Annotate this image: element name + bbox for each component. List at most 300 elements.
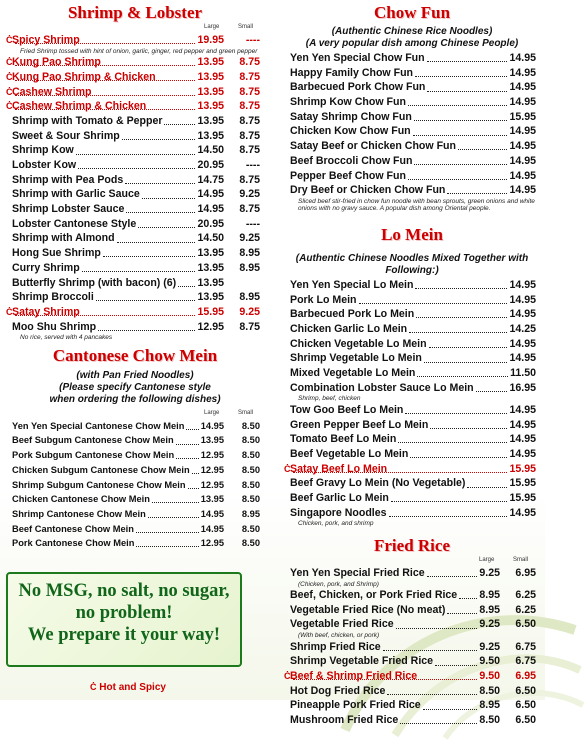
dot-leader (398, 442, 507, 443)
pepper-icon: Ċ (6, 71, 13, 82)
price-large: 13.95 (197, 261, 224, 274)
price-small: 8.75 (239, 70, 260, 83)
price-small: 6.50 (515, 618, 536, 631)
large-label: Large (204, 409, 220, 416)
item-name: Satay Beef Lo Mein (290, 462, 388, 475)
dot-leader (430, 428, 507, 429)
menu-item (284, 684, 540, 699)
price-large: 15.95 (197, 305, 224, 318)
item-name: Cashew Shrimp & Chicken (12, 100, 147, 113)
item-name: Vegetable Fried Rice (290, 618, 394, 631)
dot-leader (103, 256, 195, 257)
dot-leader (405, 413, 507, 414)
small-label: Small (513, 556, 529, 563)
menu-item (284, 351, 540, 366)
dot-leader (178, 286, 195, 287)
item-name: Vegetable Fried Rice (No meat) (290, 603, 446, 616)
price-small: 8.75 (239, 173, 260, 186)
item-name: Pork Lo Mein (290, 293, 357, 306)
dot-leader (125, 183, 195, 184)
dot-leader (458, 149, 507, 150)
price-large: 19.95 (197, 34, 224, 46)
price-small: 8.95 (241, 508, 260, 519)
large-label: Large (479, 556, 495, 563)
menu-item (6, 522, 264, 537)
menu-item (284, 293, 540, 308)
price-large: 14.50 (197, 144, 224, 157)
dot-leader (76, 154, 195, 155)
item-name: Beef Gravy Lo Mein (No Vegetable) (290, 477, 466, 490)
item-name: Cashew Shrimp (12, 85, 92, 98)
price-small: 9.25 (239, 188, 260, 201)
dot-leader (423, 709, 477, 710)
menu-item (6, 55, 264, 70)
item-name: Barbecued Pork Lo Mein (290, 308, 415, 321)
small-label: Small (238, 24, 254, 30)
dot-leader (293, 679, 477, 680)
item-name: Beef, Chicken, or Pork Fried Rice (290, 589, 458, 602)
dot-leader (15, 109, 195, 110)
menu-item (284, 418, 540, 433)
pepper-icon: Ċ (6, 35, 13, 45)
no-msg-line-3: We prepare it your way! (27, 625, 221, 645)
chow-fun-list (284, 51, 540, 213)
menu-item (6, 276, 264, 291)
menu-item (284, 183, 540, 198)
cantonese-subtitle-1: (with Pan Fried Noodles) (76, 369, 194, 381)
item-note: No rice, served with 4 pancakes (20, 334, 113, 342)
item-note: (With beef, chicken, or pork) (298, 632, 380, 640)
menu-item (284, 51, 540, 66)
menu-item (284, 476, 540, 491)
item-note: Shrimp, beef, chicken (298, 395, 361, 403)
cantonese-chow-mein-title: Cantonese Chow Mein (52, 345, 218, 365)
price-small: 8.95 (239, 261, 260, 274)
pepper-icon: Ċ (6, 86, 13, 97)
item-name: Chicken Subgum Cantonese Chow Mein (12, 464, 190, 475)
price: 14.25 (509, 322, 536, 335)
price: 14.95 (509, 308, 536, 321)
price: 14.95 (509, 278, 536, 291)
price-small: 8.95 (239, 247, 260, 260)
menu-item (6, 129, 264, 144)
item-name: Butterfly Shrimp (with bacon) (6) (12, 276, 177, 289)
menu-item (6, 99, 264, 114)
price-large: 14.95 (197, 203, 224, 216)
price-small: 8.50 (241, 494, 260, 505)
dot-leader (15, 65, 195, 66)
menu-item (6, 158, 264, 173)
menu-item (284, 617, 540, 632)
shrimp-lobster-list (6, 33, 264, 342)
price-large: 13.95 (197, 276, 224, 289)
menu-item (6, 492, 264, 507)
price-small: 8.95 (239, 291, 260, 304)
menu-item (284, 403, 540, 418)
menu-item (284, 381, 540, 396)
shrimp-price-header (6, 23, 264, 33)
menu-item (284, 447, 540, 462)
item-name: Beef & Shrimp Fried Rice (290, 670, 418, 682)
item-name: Beef Cantonese Chow Mein (12, 523, 134, 534)
price-large: 13.95 (197, 129, 224, 142)
dot-leader (427, 91, 507, 92)
price-large: 13.95 (197, 85, 224, 98)
item-name: Chicken Garlic Lo Mein (290, 322, 408, 335)
no-msg-line-2: no problem! (75, 603, 173, 623)
item-name: Chicken Cantonese Chow Mein (12, 494, 150, 505)
menu-item (6, 202, 264, 217)
item-name: Lobster Cantonese Style (12, 217, 137, 230)
dot-leader (459, 598, 477, 599)
price: 16.95 (509, 381, 536, 394)
dot-leader (126, 212, 195, 213)
price-small: 6.50 (515, 684, 536, 697)
menu-item (6, 187, 264, 202)
item-name: Pork Cantonese Chow Mein (12, 538, 135, 549)
item-name: Shrimp Broccoli (12, 291, 94, 304)
price: 14.95 (509, 81, 536, 94)
item-name: Combination Lobster Sauce Lo Mein (290, 381, 474, 394)
menu-item (6, 463, 264, 478)
item-name: Kung Pao Shrimp (12, 56, 101, 69)
dot-leader (476, 391, 507, 392)
price-small: 8.50 (241, 420, 260, 431)
menu-item (6, 433, 264, 448)
no-msg-line-1: No MSG, no salt, no sugar, (18, 581, 230, 601)
price-small: 8.75 (239, 114, 260, 127)
menu-item (284, 110, 540, 125)
item-name: Dry Beef or Chicken Chow Fun (290, 184, 446, 197)
price-large: 8.95 (479, 589, 500, 602)
price: 14.95 (509, 96, 536, 109)
dot-leader (176, 444, 199, 445)
price-small: 8.50 (241, 523, 260, 534)
menu-item (284, 566, 540, 581)
menu-item (6, 114, 264, 129)
menu-item (6, 290, 264, 305)
menu-item (284, 307, 540, 322)
item-name: Pineapple Pork Fried Rice (290, 699, 421, 712)
price-small: 6.50 (515, 714, 536, 727)
dot-leader (82, 271, 195, 272)
menu-item (6, 448, 264, 463)
menu-item (284, 588, 540, 603)
price-large: 14.95 (200, 508, 224, 519)
menu-item (284, 366, 540, 381)
dot-leader (415, 288, 507, 289)
dot-leader (96, 300, 195, 301)
menu-item (6, 143, 264, 158)
item-name: Pork Subgum Cantonese Chow Mein (12, 450, 175, 461)
hot-spicy-legend (90, 682, 166, 693)
dot-leader (435, 665, 477, 666)
fried-rice-list (284, 566, 540, 728)
item-name: Shrimp Vegetable Fried Rice (290, 655, 434, 668)
dot-leader (164, 124, 195, 125)
item-name: Shrimp Cantonese Chow Mein (12, 508, 146, 519)
lo-mein-subtitle: (Authentic Chinese Noodles Mixed Together with Following:) (295, 252, 529, 276)
price-large: 8.50 (479, 684, 500, 697)
dot-leader (15, 43, 195, 44)
dot-leader (447, 613, 477, 614)
pepper-icon: Ċ (90, 682, 97, 692)
item-note: (Chicken, pork, and Shrimp) (298, 580, 379, 588)
dot-leader (408, 179, 507, 180)
item-name: Shrimp with Garlic Sauce (12, 188, 140, 201)
dot-leader (416, 317, 507, 318)
price-small: 6.75 (515, 655, 536, 668)
dot-leader (383, 650, 477, 651)
menu-item (284, 603, 540, 618)
item-name: Tomato Beef Lo Mein (290, 433, 397, 446)
dot-leader (192, 473, 199, 474)
menu-item (6, 173, 264, 188)
menu-item (6, 217, 264, 232)
price: 14.95 (509, 506, 536, 519)
price-large: 12.95 (200, 450, 224, 461)
item-name: Yen Yen Special Chow Fun (290, 52, 425, 64)
item-name: Chicken Vegetable Lo Mein (290, 337, 427, 350)
fried-rice-price-header (284, 556, 540, 566)
dot-leader (396, 628, 477, 629)
dot-leader (413, 135, 507, 136)
item-name: Moo Shu Shrimp (12, 320, 97, 333)
cantonese-subtitle-2: (Please specify Cantonese style (59, 381, 211, 393)
menu-item (6, 246, 264, 261)
menu-item (6, 33, 264, 48)
price-small: ---- (245, 159, 260, 171)
price: 14.95 (509, 154, 536, 167)
price-large: 20.95 (197, 217, 224, 230)
price-large: 9.25 (479, 640, 500, 653)
menu-item (284, 640, 540, 655)
price-small: 8.50 (241, 538, 260, 549)
chow-fun-title: Chow Fun (373, 3, 451, 22)
price-small: ---- (245, 217, 260, 230)
price-small: ---- (245, 34, 260, 46)
price: 15.95 (509, 477, 536, 490)
menu-item (6, 305, 264, 320)
menu-item (284, 154, 540, 169)
price-large: 9.50 (479, 670, 500, 682)
dot-leader (148, 517, 199, 518)
item-name: Mushroom Fried Rice (290, 714, 399, 727)
dot-leader (427, 61, 507, 62)
item-name: Satay Beef or Chicken Chow Fun (290, 140, 456, 153)
price-small: 8.75 (239, 85, 260, 98)
menu-item (284, 432, 540, 447)
dot-leader (188, 488, 199, 489)
price-large: 13.95 (197, 291, 224, 304)
price-large: 12.95 (200, 479, 224, 490)
menu-item (6, 419, 264, 434)
item-name: Satay Shrimp (12, 305, 80, 318)
dot-leader (467, 487, 507, 488)
item-name: Pepper Beef Chow Fun (290, 169, 406, 182)
price-small: 6.25 (515, 603, 536, 616)
dot-leader (138, 227, 195, 228)
price-large: 9.25 (479, 566, 500, 579)
item-name: Shrimp Fried Rice (290, 640, 381, 653)
price-small: 9.25 (239, 305, 260, 318)
dot-leader (15, 315, 195, 316)
price-large: 8.50 (479, 714, 500, 727)
menu-item (6, 536, 264, 551)
price-large: 13.95 (197, 56, 224, 69)
menu-item (284, 698, 540, 713)
dot-leader (176, 458, 199, 459)
pepper-icon: Ċ (284, 671, 291, 681)
item-name: Beef Subgum Cantonese Chow Mein (12, 435, 174, 446)
price-large: 13.95 (197, 247, 224, 260)
dot-leader (152, 502, 199, 503)
dot-leader (186, 429, 199, 430)
price-small: 6.25 (515, 589, 536, 602)
price: 14.95 (509, 184, 536, 197)
dot-leader (417, 376, 508, 377)
menu-item (284, 462, 540, 477)
left-column (6, 0, 264, 551)
price: 14.95 (509, 403, 536, 416)
item-name: Spicy Shrimp (12, 34, 80, 46)
price: 11.50 (510, 367, 536, 379)
dot-leader (409, 332, 507, 333)
menu-item (284, 278, 540, 293)
item-name: Shrimp with Pea Pods (12, 173, 124, 186)
price-small: 8.50 (241, 450, 260, 461)
price-large: 14.95 (197, 188, 224, 201)
chow-fun-subtitle-1: (Authentic Chinese Rice Noodles) (331, 26, 493, 37)
price-small: 8.50 (241, 479, 260, 490)
pepper-icon: Ċ (6, 101, 13, 112)
price-large: 14.95 (200, 420, 224, 431)
dot-leader (414, 164, 507, 165)
dot-leader (391, 501, 507, 502)
price: 14.95 (509, 169, 536, 182)
item-name: Satay Shrimp Chow Fun (290, 110, 412, 123)
price: 14.95 (509, 125, 536, 138)
item-name: Singapore Noodles (290, 506, 387, 519)
dot-leader (136, 546, 199, 547)
menu-item (284, 669, 540, 684)
lo-mein-list (284, 278, 540, 528)
menu-item (284, 322, 540, 337)
item-name: Yen Yen Special Lo Mein (290, 278, 414, 291)
menu-item (284, 95, 540, 110)
price: 14.95 (509, 52, 536, 64)
price: 14.95 (509, 66, 536, 79)
price-large: 14.50 (197, 232, 224, 245)
menu-item (284, 337, 540, 352)
item-note: Sliced beef stir-fried in chow fun noodle with bean sprouts, green onions and white onions with no gravy sauce. A popular dish among Oriental people. (298, 197, 535, 213)
item-name: Beef Broccoli Chow Fun (290, 154, 413, 167)
price-large: 8.95 (479, 603, 500, 616)
menu-item (6, 231, 264, 246)
price: 14.95 (509, 447, 536, 460)
no-msg-banner (6, 572, 242, 667)
item-name: Mixed Vegetable Lo Mein (290, 367, 416, 379)
pepper-icon: Ċ (6, 57, 13, 68)
lo-mein-title: Lo Mein (381, 224, 443, 244)
small-label: Small (238, 409, 254, 416)
dot-leader (98, 330, 195, 331)
price-small: 6.95 (515, 566, 536, 579)
menu-item (6, 261, 264, 276)
price-small: 8.75 (239, 144, 260, 157)
price: 14.95 (509, 140, 536, 153)
dot-leader (429, 347, 507, 348)
item-name: Hong Sue Shrimp (12, 247, 101, 260)
cantonese-list (6, 419, 264, 551)
price-small: 6.75 (515, 640, 536, 653)
menu-item (284, 491, 540, 506)
item-name: Hot Dog Fried Rice (290, 684, 386, 697)
dot-leader (122, 139, 195, 140)
price: 15.95 (509, 462, 536, 475)
price: 15.95 (509, 492, 536, 504)
item-note: Chicken, pork, and shrimp (298, 520, 374, 528)
dot-leader (78, 168, 195, 169)
price-large: 13.95 (197, 100, 224, 113)
price-small: 8.50 (241, 435, 260, 446)
price: 14.95 (509, 352, 536, 365)
dot-leader (414, 120, 507, 121)
price-small: 8.50 (241, 464, 260, 475)
price-small: 6.95 (515, 670, 536, 682)
dot-leader (408, 105, 507, 106)
item-name: Happy Family Chow Fun (290, 66, 414, 79)
item-name: Shrimp with Almond (12, 232, 115, 245)
price-large: 8.95 (479, 699, 500, 712)
dot-leader (15, 80, 195, 81)
dot-leader (142, 198, 195, 199)
dot-leader (427, 576, 477, 577)
chow-fun-subtitle-2: (A very popular dish among Chinese People) (305, 38, 519, 49)
dot-leader (117, 242, 195, 243)
menu-item (6, 70, 264, 85)
price-small: 8.75 (239, 203, 260, 216)
item-name: Beef Garlic Lo Mein (290, 492, 389, 504)
dot-leader (424, 362, 507, 363)
dot-leader (293, 472, 507, 473)
price-small: 9.25 (239, 232, 260, 245)
price-large: 20.95 (197, 159, 224, 171)
menu-item (284, 713, 540, 728)
item-name: Green Pepper Beef Lo Mein (290, 418, 429, 431)
price-large: 13.95 (197, 70, 224, 83)
price-large: 13.95 (200, 494, 224, 505)
item-name: Curry Shrimp (12, 261, 80, 274)
menu-item (284, 66, 540, 81)
item-name: Yen Yen Special Fried Rice (290, 566, 425, 579)
price-large: 9.50 (479, 655, 500, 668)
item-name: Lobster Kow (12, 159, 77, 171)
shrimp-lobster-title: Shrimp & Lobster (67, 3, 203, 22)
dot-leader (415, 76, 507, 77)
dot-leader (447, 193, 507, 194)
price-small: 8.75 (239, 100, 260, 113)
item-name: Shrimp Kow Chow Fun (290, 96, 406, 109)
menu-item (6, 320, 264, 335)
item-name: Yen Yen Special Cantonese Chow Mein (12, 420, 185, 431)
price-large: 12.95 (200, 538, 224, 549)
item-name: Shrimp Subgum Cantonese Chow Mein (12, 479, 186, 490)
price-small: 8.75 (239, 129, 260, 142)
menu-item (284, 506, 540, 521)
menu-item (6, 85, 264, 100)
item-name: Shrimp Kow (12, 144, 74, 157)
